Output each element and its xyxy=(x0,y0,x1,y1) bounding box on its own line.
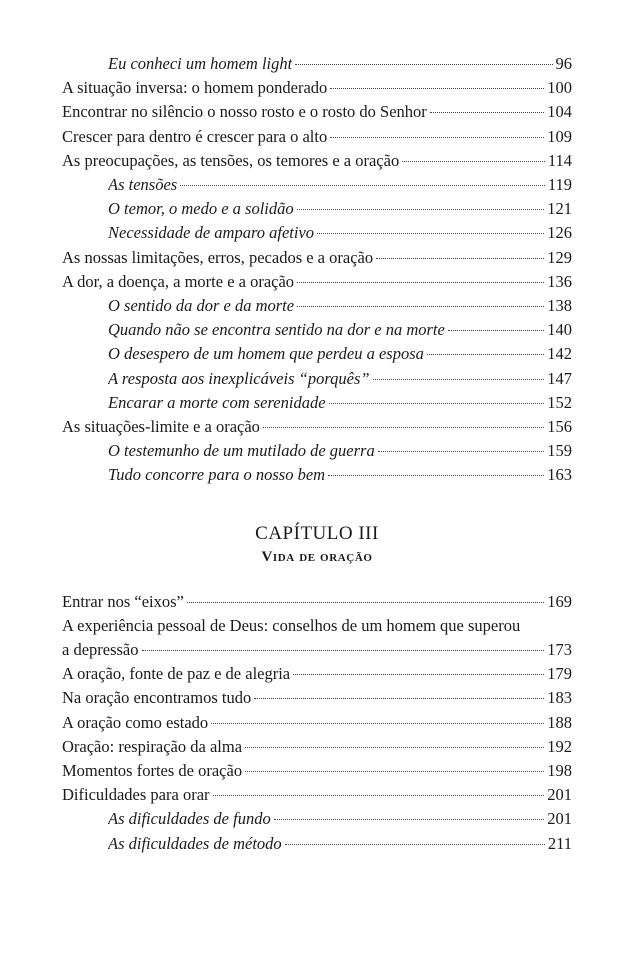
toc-entry-page: 173 xyxy=(547,640,572,660)
toc-entry-title: Quando não se encontra sentido na dor e na morte xyxy=(108,320,445,340)
dot-leader xyxy=(330,88,544,89)
toc-entry xyxy=(62,783,572,807)
toc-entry-page: 201 xyxy=(547,809,572,829)
toc-entry-page: 126 xyxy=(547,223,572,243)
toc-entry-title: A situação inversa: o homem ponderado xyxy=(62,78,328,98)
dot-leader xyxy=(330,137,544,138)
toc-entry-page: 211 xyxy=(547,833,572,853)
chapter-subtitle: Vida de oração xyxy=(261,548,373,565)
toc-subentry xyxy=(62,439,572,463)
toc-entry-page: 121 xyxy=(547,199,572,219)
dot-leader xyxy=(187,602,544,603)
toc-entry xyxy=(62,614,572,662)
toc-entry-page: 140 xyxy=(547,320,572,340)
toc-subentry xyxy=(62,318,572,342)
toc-entry-page: 114 xyxy=(547,150,572,170)
toc-entry-title: Entrar nos “eixos” xyxy=(62,591,184,611)
toc-entry-title: A oração, fonte de paz e de alegria xyxy=(62,664,291,684)
toc-entry-page: 183 xyxy=(547,688,572,708)
toc-entry-page: 119 xyxy=(547,175,572,195)
toc-subentry xyxy=(62,221,572,245)
toc-entry-page: 136 xyxy=(547,271,572,291)
toc-entry-title: Dificuldades para orar xyxy=(62,785,210,805)
toc-entry-title: As situações-limite e a oração xyxy=(62,417,260,437)
dot-leader xyxy=(373,379,545,380)
toc-entry-page: 198 xyxy=(547,761,572,781)
toc-entry-title: O desespero de um homem que perdeu a esposa xyxy=(108,344,424,364)
dot-leader xyxy=(211,723,544,724)
toc-entry-page: 169 xyxy=(547,591,572,611)
dot-leader xyxy=(430,112,544,113)
toc-entry-title: As dificuldades de fundo xyxy=(108,809,271,829)
toc-entry-title: A oração como estado xyxy=(62,712,209,732)
toc-entry-title: Tudo concorre para o nosso bem xyxy=(108,465,326,485)
toc-list-part-2 xyxy=(62,590,572,856)
toc-entry-title: Encarar a morte com serenidade xyxy=(108,392,326,412)
dot-leader xyxy=(142,650,545,651)
chapter-heading: CAPÍTULO III xyxy=(255,522,379,544)
toc-entry xyxy=(62,415,572,439)
toc-subentry xyxy=(62,832,572,856)
toc-entry-title: As preocupações, as tensões, os temores e a oração xyxy=(62,150,400,170)
toc-entry-page: 159 xyxy=(547,441,572,461)
toc-entry xyxy=(62,590,572,614)
dot-leader xyxy=(297,282,544,283)
toc-entry-page: 179 xyxy=(547,664,572,684)
toc-entry-title: Na oração encontramos tudo xyxy=(62,688,252,708)
toc-entry-page: 104 xyxy=(547,102,572,122)
toc-subentry xyxy=(62,52,572,76)
toc-entry-page: 201 xyxy=(547,785,572,805)
dot-leader xyxy=(245,747,544,748)
toc-entry-page: 138 xyxy=(547,296,572,316)
dot-leader xyxy=(317,233,544,234)
toc-entry-title: A dor, a doença, a morte e a oração xyxy=(62,271,295,291)
toc-entry-title: Crescer para dentro é crescer para o alto xyxy=(62,126,328,146)
toc-subentry xyxy=(62,294,572,318)
toc-page xyxy=(62,52,572,856)
dot-leader xyxy=(448,330,544,331)
toc-entry-page: 163 xyxy=(547,465,572,485)
dot-leader xyxy=(297,306,544,307)
toc-entry-page: 96 xyxy=(555,54,572,73)
toc-entry-title-continued: a depressão xyxy=(62,640,139,660)
toc-entry xyxy=(62,125,572,149)
toc-subentry xyxy=(62,197,572,221)
toc-entry-title: As nossas limitações, erros, pecados e a oração xyxy=(62,247,374,267)
dot-leader xyxy=(213,795,545,796)
toc-entry-title: Eu conheci um homem light xyxy=(108,54,293,73)
toc-entry-page: 142 xyxy=(547,344,572,364)
dot-leader xyxy=(245,771,544,772)
toc-entry xyxy=(62,246,572,270)
dot-leader xyxy=(293,674,544,675)
toc-subentry xyxy=(62,173,572,197)
toc-entry-page: 100 xyxy=(547,78,572,98)
toc-entry-page: 152 xyxy=(547,392,572,412)
toc-entry-title: As tensões xyxy=(108,175,178,195)
dot-leader xyxy=(297,209,545,210)
chapter-header xyxy=(62,522,572,568)
toc-subentry xyxy=(62,367,572,391)
toc-entry-title: A resposta aos inexplicáveis “porquês” xyxy=(108,368,370,388)
dot-leader xyxy=(263,427,544,428)
toc-subentry xyxy=(62,391,572,415)
toc-entry-page: 147 xyxy=(547,368,572,388)
dot-leader xyxy=(285,844,545,845)
toc-entry-title: As dificuldades de método xyxy=(108,833,282,853)
dot-leader xyxy=(376,258,544,259)
dot-leader xyxy=(402,161,545,162)
dot-leader xyxy=(254,698,544,699)
toc-entry-page: 188 xyxy=(547,712,572,732)
dot-leader xyxy=(427,354,544,355)
toc-entry xyxy=(62,149,572,173)
dot-leader xyxy=(180,185,545,186)
dot-leader xyxy=(328,475,544,476)
dot-leader xyxy=(329,403,545,404)
toc-entry-title: Oração: respiração da alma xyxy=(62,736,243,756)
toc-entry xyxy=(62,100,572,124)
toc-entry xyxy=(62,686,572,710)
toc-entry-title: A experiência pessoal de Deus: conselhos de um homem que superou xyxy=(62,615,521,635)
toc-subentry xyxy=(62,342,572,366)
toc-entry xyxy=(62,759,572,783)
dot-leader xyxy=(295,64,552,65)
toc-entry-title: O testemunho de um mutilado de guerra xyxy=(108,441,375,461)
toc-entry-title: Momentos fortes de oração xyxy=(62,761,243,781)
dot-leader xyxy=(378,451,545,452)
toc-entry xyxy=(62,662,572,686)
toc-entry xyxy=(62,270,572,294)
toc-entry-title: O sentido da dor e da morte xyxy=(108,296,295,316)
toc-list-part-1 xyxy=(62,52,572,488)
toc-entry-page: 156 xyxy=(547,417,572,437)
toc-subentry xyxy=(62,463,572,487)
toc-entry-page: 192 xyxy=(547,736,572,756)
toc-entry xyxy=(62,711,572,735)
toc-entry-title: Encontrar no silêncio o nosso rosto e o rosto do Senhor xyxy=(62,102,427,122)
toc-entry xyxy=(62,76,572,100)
toc-entry-page: 109 xyxy=(547,126,572,146)
dot-leader xyxy=(274,819,545,820)
toc-subentry xyxy=(62,807,572,831)
toc-entry-page: 129 xyxy=(547,247,572,267)
toc-entry-title: O temor, o medo e a solidão xyxy=(108,199,294,219)
toc-entry xyxy=(62,735,572,759)
toc-entry-title: Necessidade de amparo afetivo xyxy=(108,223,315,243)
